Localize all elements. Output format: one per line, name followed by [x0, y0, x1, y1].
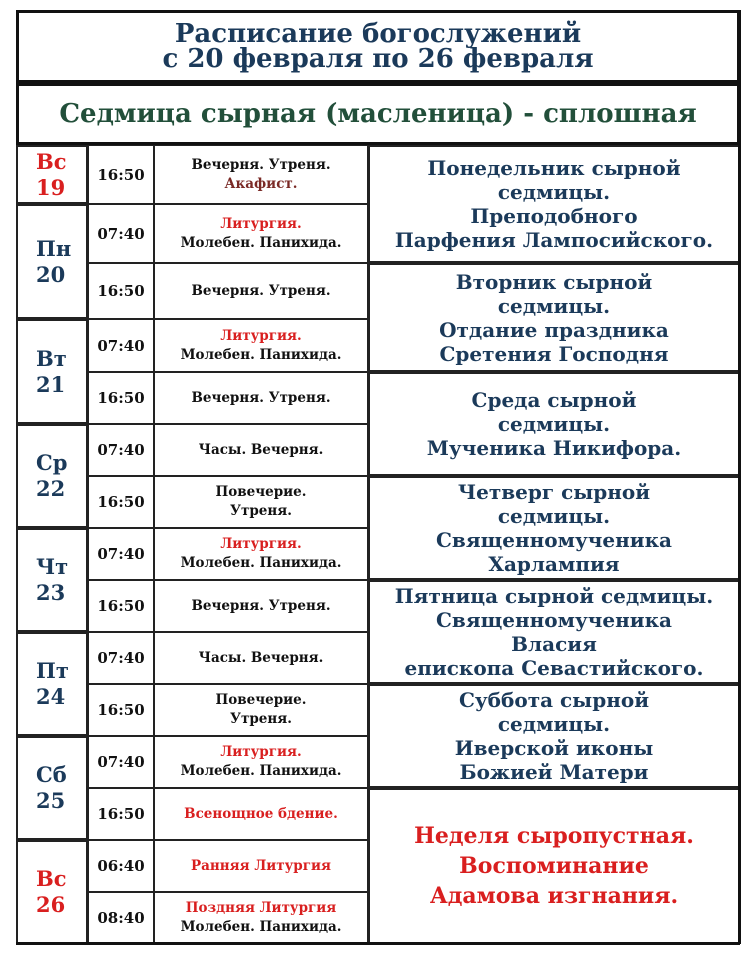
service-name: Вечерня. Утреня.: [191, 282, 331, 299]
week-title: [16, 83, 740, 145]
note-line: Сретения Господня: [439, 341, 669, 366]
day-cell-wed-22: [16, 424, 88, 528]
day-abbr: Ср: [36, 450, 68, 475]
service-name: Ранняя Литургия: [191, 857, 331, 874]
note-line: седмицы.: [497, 180, 611, 204]
note-line: Харлампия: [488, 552, 620, 576]
time-cell: [88, 632, 154, 684]
day-number: 24: [36, 684, 66, 709]
day-number: 26: [36, 892, 66, 917]
service-extra: Утреня.: [230, 503, 292, 519]
service-cell: [154, 736, 368, 788]
table-border-bottom: [16, 942, 740, 945]
table-border-right: [738, 10, 741, 944]
note-line: Божией Матери: [459, 760, 649, 784]
time-value: 06:40: [97, 857, 145, 875]
note-line: Среда сырной: [471, 388, 637, 412]
service-extra: Утреня.: [230, 711, 292, 727]
day-cell-sun-19: [16, 145, 88, 204]
time-value: 07:40: [97, 649, 145, 667]
time-cell: [88, 204, 154, 263]
note-line: Четверг сырной: [457, 480, 651, 504]
service-extra: Молебен. Панихида.: [180, 234, 342, 251]
service-name: Литургия.: [220, 744, 302, 760]
time-value: 16:50: [97, 389, 145, 407]
time-value: 07:40: [97, 441, 145, 459]
note-line: Священномученика: [436, 608, 672, 632]
time-cell: [88, 892, 154, 944]
day-cell-mon-20: [16, 204, 88, 319]
service-name: Поздняя Литургия: [185, 900, 337, 916]
note-line: Адамова изгнания.: [429, 883, 679, 909]
time-cell: [88, 840, 154, 892]
day-cell-sat-25: [16, 736, 88, 840]
time-cell: [88, 684, 154, 736]
note-line: седмицы.: [497, 504, 611, 528]
time-value: 16:50: [97, 165, 145, 184]
note-line: Мученика Никифора.: [426, 436, 682, 460]
day-cell-sun-26: [16, 840, 88, 944]
commemoration-cell-sat: [368, 684, 740, 788]
day-number: 20: [36, 261, 66, 287]
note-line: седмицы.: [497, 412, 611, 436]
day-abbr: Пн: [36, 235, 72, 261]
time-cell: [88, 319, 154, 372]
note-line: Суббота сырной: [458, 688, 650, 712]
commemoration-cell-mon: [368, 145, 740, 263]
time-value: 16:50: [97, 493, 145, 511]
title-line-1: Расписание богослужений: [174, 18, 582, 49]
service-name: Всенощное бдение.: [184, 805, 338, 822]
service-name: Литургия.: [220, 327, 302, 344]
service-cell: [154, 528, 368, 580]
service-cell: [154, 684, 368, 736]
note-line: Неделя сыропустная.: [414, 823, 694, 849]
day-cell-fri-24: [16, 632, 88, 736]
service-name: Литургия.: [220, 536, 302, 552]
day-number: 19: [36, 174, 66, 200]
service-name: Часы. Вечерня.: [198, 441, 324, 458]
commemoration-cell-thu: [368, 476, 740, 580]
time-value: 08:40: [97, 909, 145, 927]
note-line: епископа Севастийского.: [404, 656, 704, 680]
time-cell: [88, 263, 154, 319]
note-line: Отдание праздника: [439, 317, 669, 342]
service-cell: [154, 319, 368, 372]
time-cell: [88, 145, 154, 204]
day-cell-thu-23: [16, 528, 88, 632]
service-cell: [154, 892, 368, 944]
day-number: 21: [36, 371, 66, 397]
time-value: 16:50: [97, 282, 145, 300]
time-cell: [88, 580, 154, 632]
service-cell: [154, 145, 368, 204]
service-extra: Молебен. Панихида.: [180, 555, 342, 571]
time-value: 07:40: [97, 336, 145, 355]
service-extra: Молебен. Панихида.: [180, 919, 342, 935]
note-line: седмицы.: [497, 293, 611, 318]
note-line: Воспоминание: [459, 853, 649, 879]
service-cell: [154, 372, 368, 424]
time-value: 07:40: [97, 545, 145, 563]
note-line: Священномученика: [436, 528, 672, 552]
note-line: Пятница сырной седмицы.: [394, 584, 714, 608]
time-value: 16:50: [97, 805, 145, 823]
day-number: 23: [36, 580, 66, 605]
time-cell: [88, 788, 154, 840]
service-name: Повечерие.: [215, 692, 307, 708]
note-line: Понедельник сырной: [427, 156, 681, 180]
day-number: 22: [36, 476, 66, 501]
time-cell: [88, 424, 154, 476]
service-name: Вечерня. Утреня.: [191, 597, 331, 614]
service-extra: Молебен. Панихида.: [180, 346, 342, 363]
time-cell: [88, 528, 154, 580]
service-cell: [154, 632, 368, 684]
time-cell: [88, 372, 154, 424]
note-line: Иверской иконы: [454, 736, 654, 760]
time-cell: [88, 476, 154, 528]
service-name: Литургия.: [220, 215, 302, 232]
service-extra: Акафист.: [224, 175, 298, 192]
service-name: Повечерие.: [215, 484, 307, 500]
time-cell: [88, 736, 154, 788]
service-cell: [154, 263, 368, 319]
service-name: Вечерня. Утреня.: [191, 389, 331, 406]
day-abbr: Пт: [36, 658, 69, 683]
note-line: Парфения Лампосийского.: [394, 228, 714, 252]
commemoration-cell-fri: [368, 580, 740, 684]
note-line: Вторник сырной: [455, 269, 653, 294]
day-number: 25: [36, 788, 66, 813]
day-abbr: Вт: [36, 345, 67, 371]
service-cell: [154, 580, 368, 632]
note-line: Власия: [511, 632, 597, 656]
schedule-table: [16, 10, 740, 944]
day-abbr: Вс: [36, 866, 67, 891]
service-cell: [154, 476, 368, 528]
commemoration-cell-tue: [368, 263, 740, 372]
time-value: 16:50: [97, 701, 145, 719]
time-value: 07:40: [97, 753, 145, 771]
note-line: Преподобного: [470, 204, 638, 228]
day-abbr: Сб: [36, 762, 67, 787]
time-value: 07:40: [97, 224, 145, 243]
service-name: Часы. Вечерня.: [198, 649, 324, 666]
schedule-title: [16, 10, 740, 83]
day-cell-tue-21: [16, 319, 88, 424]
service-cell: [154, 424, 368, 476]
service-extra: Молебен. Панихида.: [180, 763, 342, 779]
day-abbr: Чт: [36, 554, 69, 579]
week-label: Седмица сырная (масленица) - сплошная: [59, 99, 697, 129]
service-cell: [154, 788, 368, 840]
day-abbr: Вс: [36, 148, 67, 174]
service-name: Вечерня. Утреня.: [191, 156, 331, 173]
note-line: седмицы.: [497, 712, 611, 736]
service-cell: [154, 204, 368, 263]
title-line-2: с 20 февраля по 26 февраля: [162, 43, 594, 74]
commemoration-cell-sun: [368, 788, 740, 944]
time-value: 16:50: [97, 597, 145, 615]
commemoration-cell-wed: [368, 372, 740, 476]
service-cell: [154, 840, 368, 892]
